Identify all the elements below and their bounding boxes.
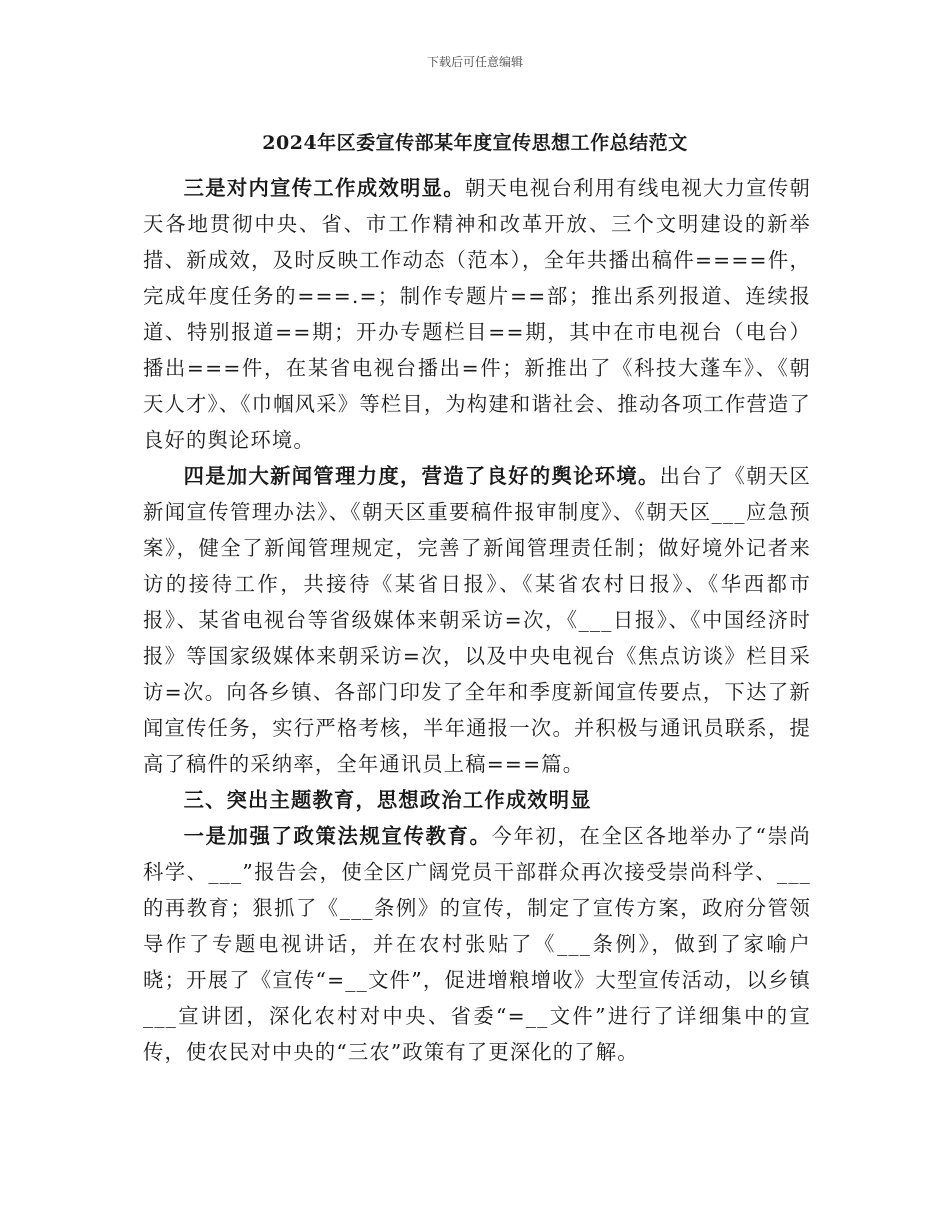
paragraph-internal-publicity [143, 170, 811, 458]
paragraph-lead: 三是对内宣传工作成效明显。 [183, 176, 465, 200]
paragraph-text: 今年初，在全区各地举办了“崇尚科学、___”报告会，使全区广阔党员干部群众再次接受崇尚科学、___的再教育；狠抓了《___条例》的宣传，制定了宣传方案，政府分管领导作了专题电视讲话，并在农村张贴了《___条例》，做到了家喻户晓；开展了《宣传“=__文件”，促进增粮增收》大型宣传活动，以乡镇___宣讲团，深化农村对中央、省委“=__文件”进行了详细集中的宣传，使农民对中央的“三农”政策有了更深化的了解。 [143, 824, 811, 1064]
paragraph-news-management [143, 458, 811, 782]
section-heading: 三、突出主题教育，思想政治工作成效明显 [183, 788, 592, 812]
paragraph-policy-education [143, 818, 811, 1070]
paragraph-text: 朝天电视台利用有线电视大力宣传朝天各地贯彻中央、省、市工作精神和改革开放、三个文明建设的新举措、新成效，及时反映工作动态（范本），全年共播出稿件====件，完成年度任务的===.=；制作专题片==部；推出系列报道、连续报道、特别报道==期；开办专题栏目==期，其中在市电视台（电台）播出===件，在某省电视台播出=件；新推出了《科技大蓬车》、《朝天人才》、《巾帼风采》等栏目，为构建和谐社会、推动各项工作营造了良好的舆论环境。 [143, 176, 812, 452]
page-header-note: 下载后可任意编辑 [426, 55, 523, 69]
paragraph-lead: 四是加大新闻管理力度，营造了良好的舆论环境。 [183, 464, 660, 488]
paragraph-text: 出台了《朝天区新闻宣传管理办法》、《朝天区重要稿件报审制度》、《朝天区___应急预案》，健全了新闻管理规定，完善了新闻管理责任制；做好境外记者来访的接待工作，共接待《某省日报》、《某省农村日报》、《华西都市报》、某省电视台等省级媒体来朝采访=次，《___日报》、《中国经济时报》等国家级媒体来朝采访=次，以及中央电视台《焦点访谈》栏目采访=次。向各乡镇、各部门印发了全年和季度新闻宣传要点，下达了新闻宣传任务，实行严格考核，半年通报一次。并积极与通讯员联系，提高了稿件的采纳率，全年通讯员上稿===篇。 [143, 464, 811, 776]
document-title: 2024年区委宣传部某年度宣传思想工作总结范文 [262, 132, 688, 154]
document-body [143, 170, 811, 1070]
paragraph-lead: 一是加强了政策法规宣传教育。 [183, 824, 492, 848]
